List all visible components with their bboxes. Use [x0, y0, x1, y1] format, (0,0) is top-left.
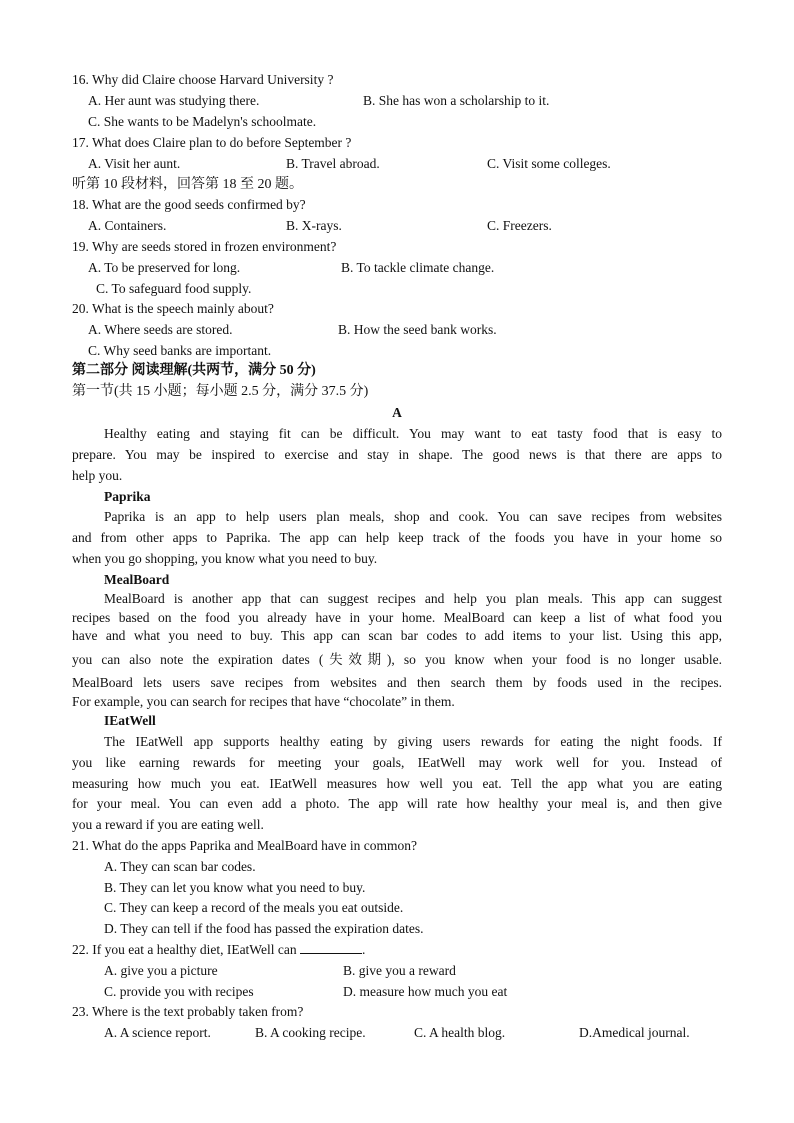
question-22-option-d: D. measure how much you eat: [343, 984, 508, 999]
answer-blank: [300, 941, 362, 954]
listening-instruction: 听第 10 段材料，回答第 18 至 20 题。: [72, 177, 303, 192]
question-23-option-a: A. A science report.: [104, 1025, 211, 1040]
ieatwell-line-2: you like earning rewards for meeting your goals, IEatWell may work well for you. Instead of: [72, 755, 722, 770]
intro-line-1: Healthy eating and staying fit can be difficult. You may want to eat tasty food that is easy to: [104, 426, 722, 441]
question-21-option-c: C. They can keep a record of the meals you eat outside.: [104, 900, 404, 915]
mealboard-heading: MealBoard: [104, 572, 170, 587]
question-21-option-a: A. They can scan bar codes.: [104, 859, 256, 874]
mealboard-line-5: MealBoard lets users save recipes from websites and then search them by foods used in the recipes.: [72, 675, 722, 690]
question-22-option-c: C. provide you with recipes: [104, 984, 254, 999]
question-23-option-d: D.Amedical journal.: [579, 1025, 690, 1040]
question-16-option-b: B. She has won a scholarship to it.: [363, 93, 550, 108]
question-22-stem: [72, 941, 365, 959]
question-20-stem: 20. What is the speech mainly about?: [72, 301, 274, 316]
question-23-option-c: C. A health blog.: [414, 1025, 506, 1040]
question-20-option-b: B. How the seed bank works.: [338, 322, 497, 337]
question-20-option-c: C. Why seed banks are important.: [88, 343, 272, 358]
question-18-option-c: C. Freezers.: [487, 218, 552, 233]
question-18-option-b: B. X-rays.: [286, 218, 342, 233]
passage-label: A: [392, 405, 402, 420]
paprika-heading: Paprika: [104, 489, 151, 504]
ieatwell-line-5: you a reward if you are eating well.: [72, 817, 264, 832]
part-two-title: 第二部分 阅读理解(共两节，满分 50 分): [72, 363, 316, 378]
question-19-option-a: A. To be preserved for long.: [88, 260, 241, 275]
paprika-line-2: and from other apps to Paprika. The app can help keep track of the foods you have in your home so: [72, 530, 722, 545]
question-17-option-b: B. Travel abroad.: [286, 156, 380, 171]
intro-line-3: help you.: [72, 468, 123, 483]
mealboard-line-1: MealBoard is another app that can suggest recipes and help you plan meals. This app can suggest: [104, 591, 722, 606]
question-22-option-b: B. give you a reward: [343, 963, 456, 978]
question-22-stem-end: .: [361, 942, 366, 957]
question-16-option-c: C. She wants to be Madelyn's schoolmate.: [88, 114, 317, 129]
mealboard-line-6: For example, you can search for recipes that have “chocolate” in them.: [72, 694, 455, 709]
question-22-option-a: A. give you a picture: [104, 963, 218, 978]
ieatwell-line-1: The IEatWell app supports healthy eating by giving users rewards for eating the night foods. If: [104, 734, 722, 749]
question-17-option-c: C. Visit some colleges.: [487, 156, 611, 171]
question-23-option-b: B. A cooking recipe.: [255, 1025, 366, 1040]
question-18-option-a: A. Containers.: [88, 218, 167, 233]
question-23-stem: 23. Where is the text probably taken from?: [72, 1004, 304, 1019]
question-21-option-b: B. They can let you know what you need to buy.: [104, 880, 366, 895]
question-22-stem-text: 22. If you eat a healthy diet, IEatWell can: [72, 942, 300, 957]
question-21-option-d: D. They can tell if the food has passed the expiration dates.: [104, 921, 424, 936]
intro-line-2: prepare. You may be inspired to exercise and stay in shape. The good news is that there are apps to: [72, 447, 722, 462]
mealboard-line-2: recipes based on the food you already have in your home. MealBoard can keep a list of what food you: [72, 610, 722, 625]
ieatwell-line-4: for your meal. You can even add a photo. The app will rate how healthy your meal is, and then give: [72, 796, 722, 811]
question-16-option-a: A. Her aunt was studying there.: [88, 93, 260, 108]
question-17-option-a: A. Visit her aunt.: [88, 156, 181, 171]
question-21-stem: 21. What do the apps Paprika and MealBoard have in common?: [72, 838, 418, 853]
question-20-option-a: A. Where seeds are stored.: [88, 322, 233, 337]
question-16-stem: 16. Why did Claire choose Harvard University ?: [72, 72, 334, 87]
paprika-line-1: Paprika is an app to help users plan meals, shop and cook. You can save recipes from websites: [104, 509, 722, 524]
mealboard-line-3: have and what you need to buy. This app can scan bar codes to add items to your list. Using this app,: [72, 628, 722, 643]
section-one-title: 第一节(共 15 小题；每小题 2.5 分，满分 37.5 分): [72, 384, 369, 399]
question-19-option-c: C. To safeguard food supply.: [96, 281, 252, 296]
question-19-stem: 19. Why are seeds stored in frozen environment?: [72, 239, 337, 254]
mealboard-line-4: you can also note the expiration dates (失效期), so you know when your food is no longer usable.: [72, 652, 722, 667]
paprika-line-3: when you go shopping, you know what you need to buy.: [72, 551, 378, 566]
question-17-stem: 17. What does Claire plan to do before September ?: [72, 135, 352, 150]
ieatwell-heading: IEatWell: [104, 713, 156, 728]
ieatwell-line-3: measuring how much you eat. IEatWell measures how well you eat. Tell the app what you are eating: [72, 776, 722, 791]
question-19-option-b: B. To tackle climate change.: [341, 260, 495, 275]
question-18-stem: 18. What are the good seeds confirmed by?: [72, 197, 306, 212]
